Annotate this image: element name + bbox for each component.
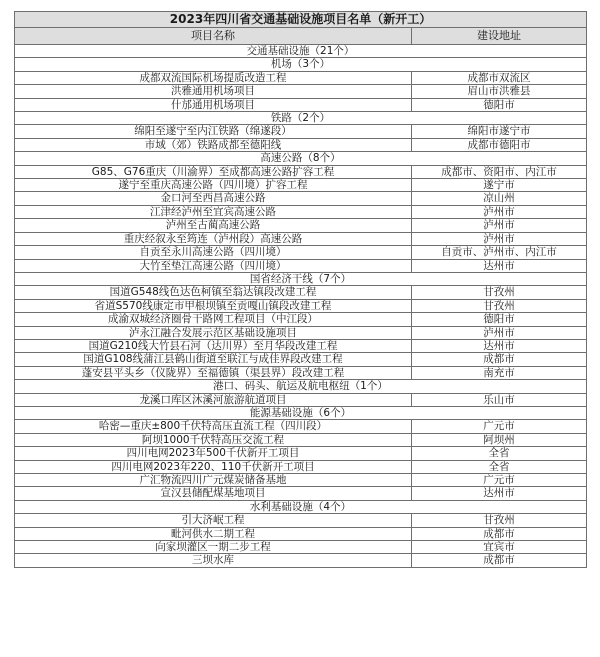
location-cell: 甘孜州 — [412, 286, 587, 299]
table-body — [15, 45, 587, 568]
project-name-cell: 四川电网2023年220、110千伏新开工项目 — [15, 460, 412, 473]
header-location: 建设地址 — [412, 28, 587, 45]
project-name-cell: 成都双流国际机场提质改造工程 — [15, 71, 412, 84]
project-name-cell: G85、G76重庆（川渝界）至成都高速公路扩容工程 — [15, 165, 412, 178]
project-row — [15, 460, 587, 473]
project-row — [15, 514, 587, 527]
project-row — [15, 299, 587, 312]
location-cell: 达州市 — [412, 259, 587, 272]
location-cell: 泸州市 — [412, 232, 587, 245]
project-row — [15, 165, 587, 178]
project-table — [14, 11, 587, 568]
category-label: 铁路（2个） — [15, 112, 587, 125]
location-cell: 全省 — [412, 460, 587, 473]
location-cell: 成都市双流区 — [412, 71, 587, 84]
project-row — [15, 259, 587, 272]
location-cell: 自贡市、泸州市、内江市 — [412, 246, 587, 259]
project-row — [15, 232, 587, 245]
project-row — [15, 313, 587, 326]
project-name-cell: 大竹至垫江高速公路（四川境） — [15, 259, 412, 272]
project-name-cell: 遂宁至重庆高速公路（四川境）扩容工程 — [15, 179, 412, 192]
project-row — [15, 433, 587, 446]
project-name-cell: 国道G108线蒲江县鹤山街道至联江与成佳界段改建工程 — [15, 353, 412, 366]
location-cell: 凉山州 — [412, 192, 587, 205]
project-name-cell: 绵阳至遂宁至内江铁路（绵遂段） — [15, 125, 412, 138]
project-name-cell: 四川电网2023年500千伏新开工项目 — [15, 447, 412, 460]
project-row — [15, 125, 587, 138]
category-row — [15, 45, 587, 58]
header-project-name: 项目名称 — [15, 28, 412, 45]
category-label: 国省经济干线（7个） — [15, 272, 587, 285]
location-cell: 宜宾市 — [412, 541, 587, 554]
location-cell: 遂宁市 — [412, 179, 587, 192]
category-row — [15, 272, 587, 285]
project-name-cell: 泸州至古蔺高速公路 — [15, 219, 412, 232]
project-name-cell: 市域（郊）铁路成都至德阳线 — [15, 138, 412, 151]
project-row — [15, 219, 587, 232]
project-name-cell: 省道S570线康定市甲根坝镇至贡嘎山镇段改建工程 — [15, 299, 412, 312]
project-row — [15, 527, 587, 540]
project-name-cell: 向家坝灌区一期二步工程 — [15, 541, 412, 554]
location-cell: 广元市 — [412, 474, 587, 487]
category-row — [15, 500, 587, 513]
project-name-cell: 广汇物流四川广元煤炭储备基地 — [15, 474, 412, 487]
project-row — [15, 487, 587, 500]
project-name-cell: 泸永江融合发展示范区基础设施项目 — [15, 326, 412, 339]
title-row — [15, 12, 587, 28]
project-name-cell: 龙溪口库区沐溪河旅游航道项目 — [15, 393, 412, 406]
category-row — [15, 152, 587, 165]
project-name-cell: 宣汉县储配煤基地项目 — [15, 487, 412, 500]
location-cell: 德阳市 — [412, 98, 587, 111]
project-name-cell: 三坝水库 — [15, 554, 412, 567]
project-name-cell: 自贡至永川高速公路（四川境） — [15, 246, 412, 259]
table-title: 2023年四川省交通基础设施项目名单（新开工） — [15, 12, 587, 28]
project-name-cell: 江津经泸州至宜宾高速公路 — [15, 205, 412, 218]
category-label: 港口、码头、航运及航电枢纽（1个） — [15, 380, 587, 393]
category-row — [15, 58, 587, 71]
category-label: 水利基础设施（4个） — [15, 500, 587, 513]
location-cell: 全省 — [412, 447, 587, 460]
location-cell: 达州市 — [412, 339, 587, 352]
project-name-cell: 金口河至西昌高速公路 — [15, 192, 412, 205]
project-row — [15, 393, 587, 406]
project-row — [15, 71, 587, 84]
project-name-cell: 重庆经叙永至筠连（泸州段）高速公路 — [15, 232, 412, 245]
category-label: 高速公路（8个） — [15, 152, 587, 165]
project-name-cell: 什邡通用机场项目 — [15, 98, 412, 111]
category-label: 交通基础设施（21个） — [15, 45, 587, 58]
project-row — [15, 326, 587, 339]
project-name-cell: 毗河供水二期工程 — [15, 527, 412, 540]
category-row — [15, 112, 587, 125]
location-cell: 南充市 — [412, 366, 587, 379]
location-cell: 成都市 — [412, 527, 587, 540]
location-cell: 泸州市 — [412, 205, 587, 218]
project-row — [15, 98, 587, 111]
project-row — [15, 447, 587, 460]
project-row — [15, 366, 587, 379]
category-row — [15, 406, 587, 419]
location-cell: 甘孜州 — [412, 514, 587, 527]
project-name-cell: 蓬安县平头乡（仪陇界）至福德镇（渠县界）段改建工程 — [15, 366, 412, 379]
project-row — [15, 474, 587, 487]
location-cell: 达州市 — [412, 487, 587, 500]
project-row — [15, 541, 587, 554]
project-name-cell: 国道G548线色达色柯镇至翁达镇段改建工程 — [15, 286, 412, 299]
header-row — [15, 28, 587, 45]
location-cell: 成都市、资阳市、内江市 — [412, 165, 587, 178]
project-row — [15, 246, 587, 259]
project-name-cell: 哈密—重庆±800千伏特高压直流工程（四川段） — [15, 420, 412, 433]
project-row — [15, 339, 587, 352]
location-cell: 阿坝州 — [412, 433, 587, 446]
project-row — [15, 286, 587, 299]
location-cell: 甘孜州 — [412, 299, 587, 312]
project-row — [15, 420, 587, 433]
location-cell: 广元市 — [412, 420, 587, 433]
location-cell: 成都市 — [412, 554, 587, 567]
project-row — [15, 353, 587, 366]
category-label: 能源基础设施（6个） — [15, 406, 587, 419]
location-cell: 成都市 — [412, 353, 587, 366]
project-row — [15, 85, 587, 98]
project-row — [15, 179, 587, 192]
location-cell: 泸州市 — [412, 326, 587, 339]
category-row — [15, 380, 587, 393]
location-cell: 德阳市 — [412, 313, 587, 326]
location-cell: 眉山市洪雅县 — [412, 85, 587, 98]
project-name-cell: 阿坝1000千伏特高压交流工程 — [15, 433, 412, 446]
location-cell: 成都市德阳市 — [412, 138, 587, 151]
project-name-cell: 洪雅通用机场项目 — [15, 85, 412, 98]
location-cell: 泸州市 — [412, 219, 587, 232]
project-row — [15, 192, 587, 205]
project-list-sheet — [14, 11, 586, 568]
location-cell: 乐山市 — [412, 393, 587, 406]
project-row — [15, 205, 587, 218]
location-cell: 绵阳市遂宁市 — [412, 125, 587, 138]
project-row — [15, 138, 587, 151]
project-name-cell: 引大济岷工程 — [15, 514, 412, 527]
project-row — [15, 554, 587, 567]
category-label: 机场（3个） — [15, 58, 587, 71]
project-name-cell: 国道G210线大竹县石河（达川界）至月华段改建工程 — [15, 339, 412, 352]
project-name-cell: 成渝双城经济圈骨干路网工程项目（中江段） — [15, 313, 412, 326]
